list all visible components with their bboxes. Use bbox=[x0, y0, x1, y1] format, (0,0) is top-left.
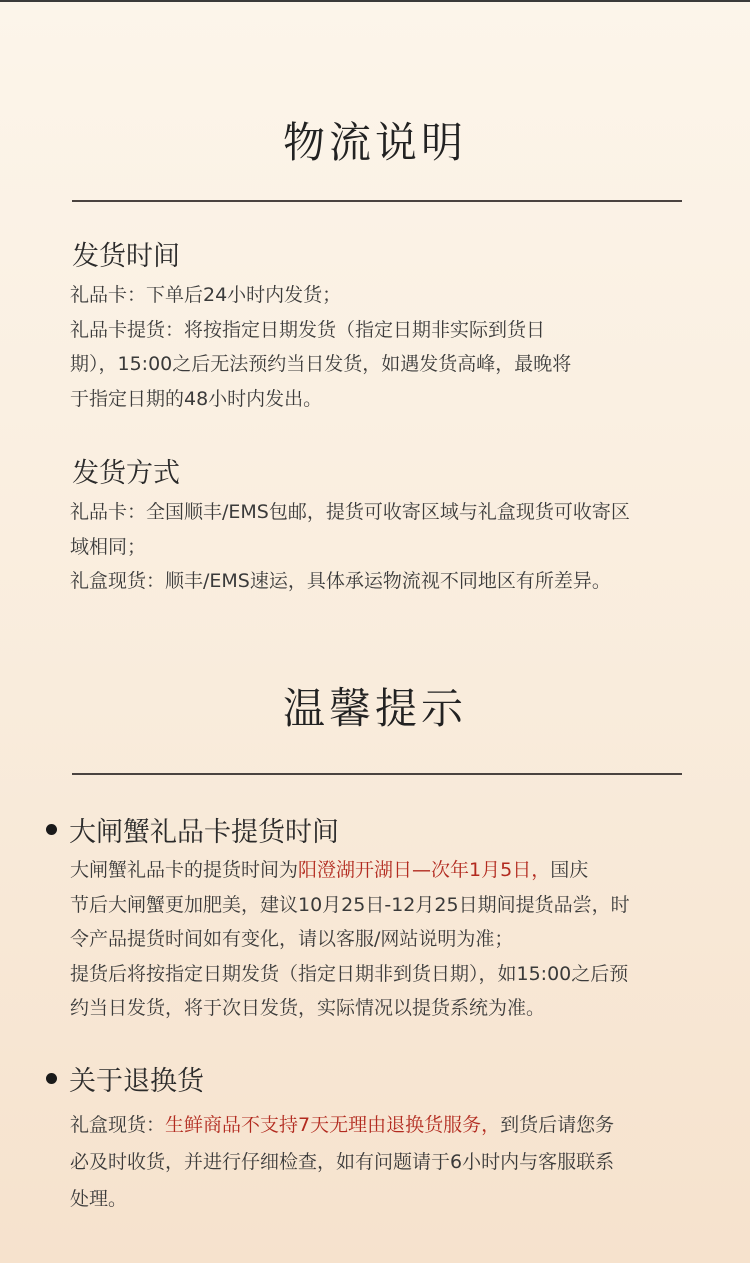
logistics-title: 物流说明 bbox=[282, 118, 467, 167]
tips-divider bbox=[72, 773, 682, 775]
pickup-line: 提货后将按指定日期发货（指定日期非到货日期），如15:00之后预 bbox=[70, 962, 629, 985]
ship-method-text bbox=[70, 495, 682, 599]
top-border bbox=[0, 0, 750, 2]
bullet-dot-icon bbox=[46, 1073, 57, 1084]
pickup-heading bbox=[46, 810, 339, 849]
pickup-line: 令产品提货时间如有变化，请以客服/网站说明为准； bbox=[70, 928, 514, 950]
tips-title: 温馨提示 bbox=[282, 684, 467, 733]
returns-line: 处理。 bbox=[70, 1188, 128, 1210]
pickup-heading-text: 大闸蟹礼品卡提货时间 bbox=[69, 817, 339, 848]
returns-line-prefix: 礼盒现货： bbox=[70, 1114, 166, 1136]
ship-method-line: 礼盒现货：顺丰/EMS速运，具体承运物流视不同地区有所差异。 bbox=[70, 570, 611, 592]
pickup-line: 约当日发货，将于次日发货，实际情况以提货系统为准。 bbox=[70, 997, 546, 1019]
returns-text bbox=[70, 1107, 682, 1218]
returns-line-suffix: 到货后请您务 bbox=[500, 1114, 615, 1136]
bullet-dot-icon bbox=[46, 824, 57, 835]
ship-method-heading: 发货方式 bbox=[72, 458, 180, 489]
ship-time-heading: 发货时间 bbox=[72, 241, 180, 272]
returns-heading-text: 关于退换货 bbox=[69, 1066, 204, 1097]
ship-time-line: 礼品卡提货：将按指定日期发货（指定日期非实际到货日 bbox=[70, 318, 546, 341]
pickup-line bbox=[70, 853, 682, 888]
ship-time-text bbox=[70, 278, 682, 416]
pickup-text bbox=[70, 853, 682, 1026]
ship-method-line: 域相同； bbox=[70, 535, 147, 558]
returns-line: 必及时收货，并进行仔细检查，如有问题请于6小时内与客服联系 bbox=[70, 1151, 615, 1173]
pickup-line: 节后大闸蟹更加肥美，建议10月25日-12月25日期间提货品尝，时 bbox=[70, 893, 630, 916]
returns-highlight: 生鲜商品不支持7天无理由退换货服务， bbox=[165, 1114, 501, 1136]
pickup-highlight: 阳澄湖开湖日—次年1月5日， bbox=[298, 859, 551, 881]
returns-heading bbox=[46, 1059, 204, 1098]
ship-time-line: 期），15:00之后无法预约当日发货，如遇发货高峰，最晚将 bbox=[70, 353, 572, 375]
ship-method-line: 礼品卡：全国顺丰/EMS包邮，提货可收寄区域与礼盒现货可收寄区 bbox=[70, 501, 630, 523]
ship-time-line: 于指定日期的48小时内发出。 bbox=[70, 387, 323, 410]
logistics-divider bbox=[72, 200, 682, 202]
returns-line bbox=[70, 1107, 682, 1144]
ship-time-line: 礼品卡：下单后24小时内发货； bbox=[70, 284, 342, 306]
pickup-line-prefix: 大闸蟹礼品卡的提货时间为 bbox=[70, 859, 299, 881]
pickup-line-suffix: 国庆 bbox=[550, 859, 589, 881]
